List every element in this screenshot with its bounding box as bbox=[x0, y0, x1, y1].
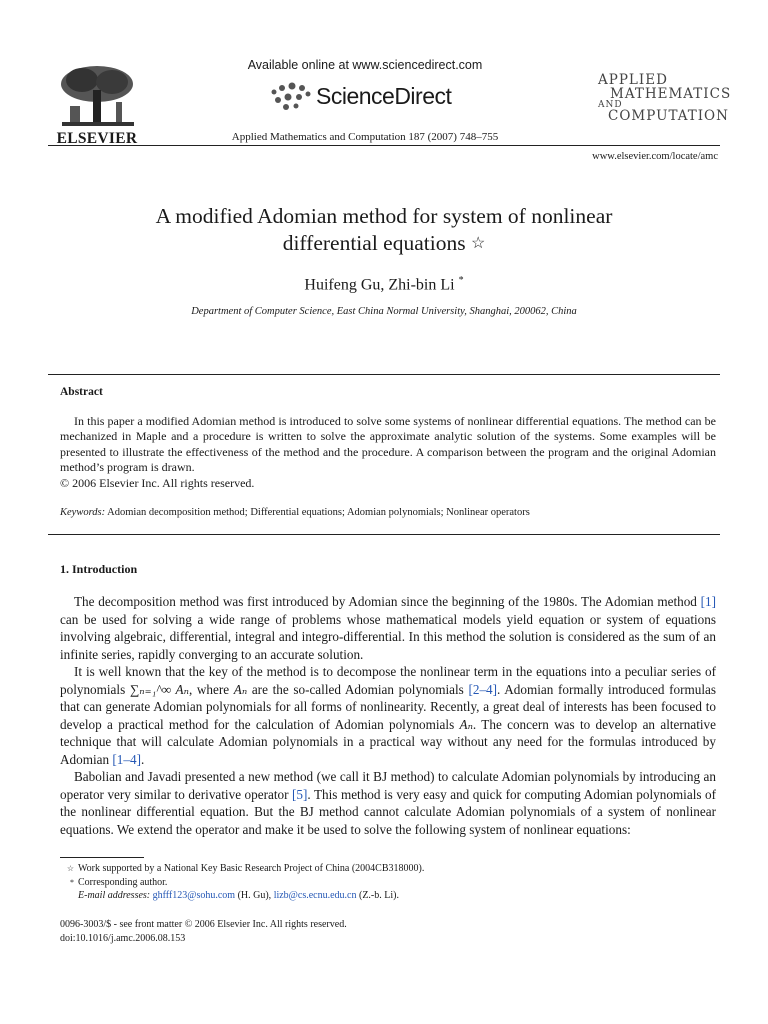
elsevier-tree-logo bbox=[54, 62, 140, 132]
text-run: , where bbox=[188, 681, 234, 697]
text-run: Babolian and Javadi presented a new method (we call it BJ method) to calculate Adomian polynomials by introducing an operator very similar to derivative operator bbox=[60, 769, 716, 802]
journal-logo-line: MATHEMATICS bbox=[610, 85, 732, 102]
footnote-asterisk-mark: * bbox=[70, 877, 74, 887]
doi-line[interactable]: doi:10.1016/j.amc.2006.08.153 bbox=[60, 932, 186, 944]
text-run: It is well known that the key of the method is to decompose the nonlinear term in the equations into a peculiar series of polynomials bbox=[60, 664, 716, 697]
issn-line: 0096-3003/$ - see front matter © 2006 Elsevier Inc. All rights reserved. bbox=[60, 919, 347, 930]
citation-link[interactable]: [2–4] bbox=[468, 681, 498, 697]
abstract-body: In this paper a modified Adomian method is introduced to solve some systems of nonlinear differential equations. The method can be mechanized in Maple and a procedure is written to solve the approximate analytic solution of the systems. Some examples will be presented to illustrate the effectiveness of the method and the procedure. A comparison between the program and the original Adomian method’s program is drawn. bbox=[60, 414, 716, 474]
text-run: . This method is very easy and quick for computing Adomian polynomials of the nonlinear differential equation. But the BJ method cannot calculate Adomian polynomials of a system of nonlinear equations. We extend the operator and make it be used to solve the following system of nonlinear equations: bbox=[60, 786, 716, 837]
citation-link[interactable]: [1–4] bbox=[112, 751, 141, 767]
header-rule bbox=[48, 145, 720, 146]
text-run: . bbox=[140, 751, 145, 767]
journal-url[interactable]: www.elsevier.com/locate/amc bbox=[592, 151, 718, 162]
footnotes bbox=[60, 862, 424, 903]
title-line: A modified Adomian method for system of nonlinear bbox=[155, 204, 613, 228]
citation-link[interactable]: [5] bbox=[292, 786, 308, 802]
abstract-heading: Abstract bbox=[60, 386, 103, 398]
math-an: Aₙ bbox=[459, 716, 473, 732]
publisher-name: ELSEVIER bbox=[56, 130, 138, 147]
keywords bbox=[60, 507, 716, 518]
affiliation: Department of Computer Science, East China Normal University, Shanghai, 200062, China bbox=[191, 306, 577, 317]
keywords-label: Keywords: bbox=[60, 507, 106, 518]
email-owner: (Z.-b. Li). bbox=[356, 890, 399, 902]
journal-logo-line: COMPUTATION bbox=[608, 108, 729, 124]
footnote-star-mark: ☆ bbox=[66, 864, 74, 873]
abstract-top-rule bbox=[48, 374, 720, 375]
footnote-funding: Work supported by a National Key Basic Research Project of China (2004CB318000). bbox=[78, 863, 425, 874]
available-online-text[interactable]: Available online at www.sciencedirect.com bbox=[247, 58, 483, 72]
journal-logo-line: AND bbox=[598, 100, 623, 110]
paragraph-3 bbox=[60, 768, 716, 838]
journal-logo bbox=[598, 74, 731, 124]
paragraph-2 bbox=[60, 663, 716, 769]
title-line: differential equations bbox=[282, 231, 466, 255]
email-link[interactable]: lizb@cs.ecnu.edu.cn bbox=[273, 890, 357, 902]
math-sum: ∑ₙ₌₁^∞ Aₙ bbox=[129, 681, 189, 697]
text-run: The decomposition method was first introduced by Adomian since the beginning of the 1980s. The Adomian method bbox=[74, 594, 701, 609]
front-matter bbox=[60, 918, 347, 945]
email-link[interactable]: ghfff123@sohu.com bbox=[152, 890, 236, 902]
paper-title bbox=[48, 203, 720, 257]
authors-text: Huifeng Gu, Zhi-bin Li bbox=[304, 276, 455, 294]
text-run: . The concern was to develop an alternative technique that will calculate Adomian polynomials in a practical way without any need for the formulas introduced by Adomian bbox=[60, 716, 716, 767]
title-footnote-star[interactable]: ☆ bbox=[470, 235, 486, 252]
corresponding-author-mark[interactable]: * bbox=[458, 275, 464, 286]
email-owner: (H. Gu), bbox=[235, 890, 274, 902]
text-run: are the so-called Adomian polynomials bbox=[247, 681, 469, 697]
paragraph-1 bbox=[60, 593, 716, 663]
keywords-text: Adomian decomposition method; Differential equations; Adomian polynomials; Nonlinear operators bbox=[107, 507, 530, 518]
journal-reference: Applied Mathematics and Computation 187 (2007) 748–755 bbox=[231, 131, 499, 143]
author-list bbox=[48, 275, 720, 294]
text-run: can be used for solving a wide range of problems whose mathematical models yield equation or system of equations involving algebraic, differential, integral and integro-differential. In this method the solution is considered as the sum of an infinite series, rapidly converging to an accurate solution. bbox=[60, 611, 716, 662]
text-run: . Adomian formally introduced formulas that can generate Adomian polynomials for all forms of nonlinearity. Recently, a great deal of interests has been focused to develop a practical method for the calculation of Adomian polynomials bbox=[60, 681, 716, 732]
section-heading: 1. Introduction bbox=[60, 562, 138, 576]
footnote-corresponding: Corresponding author. bbox=[78, 876, 168, 888]
math-an: Aₙ bbox=[233, 681, 248, 697]
citation-link[interactable]: [1] bbox=[700, 594, 716, 609]
journal-logo-line: APPLIED bbox=[598, 72, 668, 88]
abstract-copyright: © 2006 Elsevier Inc. All rights reserved. bbox=[60, 476, 255, 490]
sciencedirect-wordmark: ScienceDirect bbox=[316, 83, 452, 109]
abstract-bottom-rule bbox=[48, 534, 720, 535]
email-label: E-mail addresses: bbox=[78, 890, 151, 902]
footnote-rule bbox=[60, 857, 144, 858]
